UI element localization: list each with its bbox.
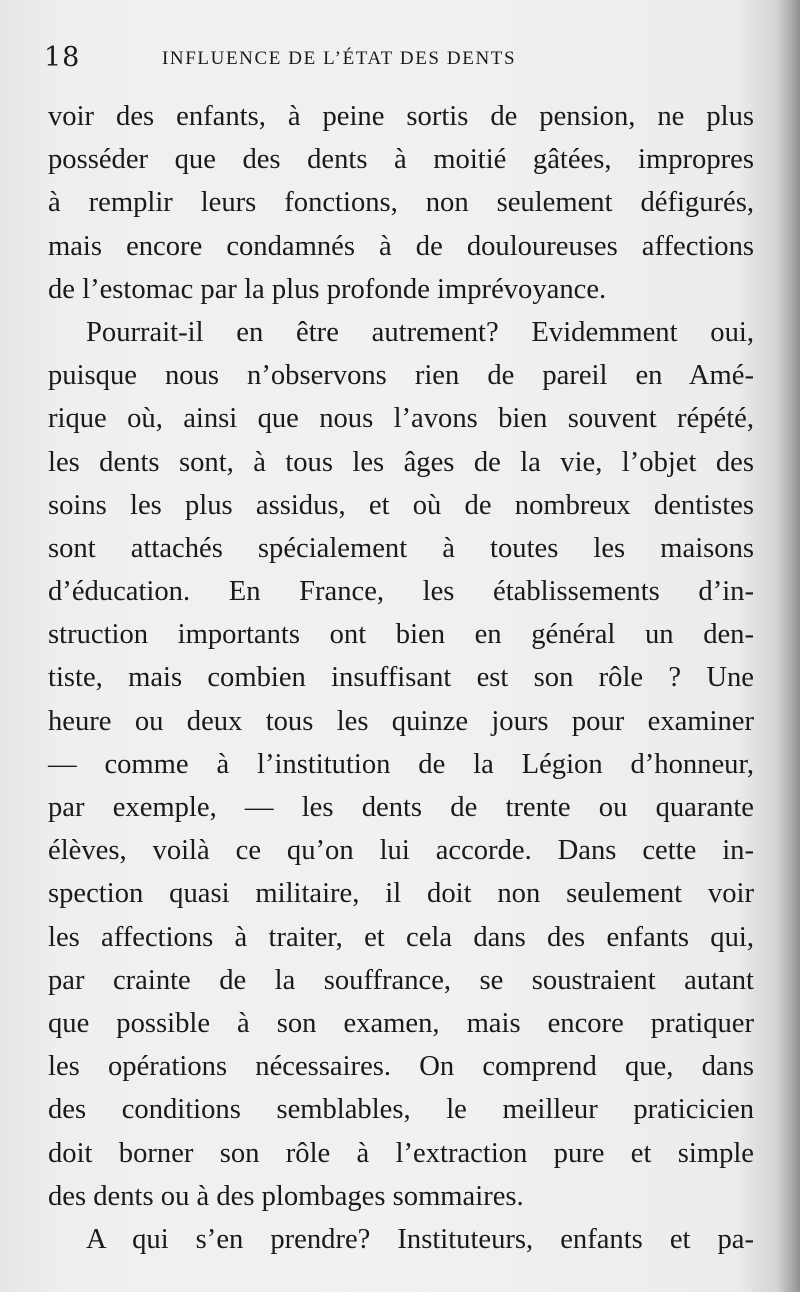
text-line: doit borner son rôle à l’extraction pure et simple (48, 1137, 754, 1169)
text-line: des dents ou à des plombages sommaires. (48, 1180, 524, 1212)
text-line: par exemple, — les dents de trente ou quarante (48, 792, 754, 823)
paragraph (48, 95, 754, 311)
page-number: 18 (44, 42, 81, 73)
text-line: des conditions semblables, le meilleur praticicien (48, 1094, 754, 1126)
text-line: rique où, ainsi que nous l’avons bien souvent répété, (48, 403, 754, 435)
text-line: d’éducation. En France, les établissements d’in- (48, 576, 754, 608)
running-head: INFLUENCE DE L’ÉTAT DES DENTS (162, 48, 517, 69)
text-line: les opérations nécessaires. On comprend que, dans (48, 1051, 754, 1083)
text-line: tiste, mais combien insuffisant est son rôle ? Une (48, 662, 754, 694)
paragraph (48, 1218, 754, 1261)
text-line: à remplir leurs fonctions, non seulement défigurés, (48, 187, 754, 219)
text-line: mais encore condamnés à de douloureuses affections (48, 230, 754, 262)
text-line: voir des enfants, à peine sortis de pension, ne plus (48, 101, 754, 132)
text-line: par crainte de la souffrance, se soustraient autant (48, 964, 754, 996)
text-line: — comme à l’institution de la Légion d’honneur, (48, 748, 754, 780)
paragraph (48, 311, 754, 1218)
body-text (48, 95, 754, 1261)
spine-shadow (778, 0, 800, 1292)
text-line: élèves, voilà ce qu’on lui accorde. Dans cette in- (48, 835, 754, 867)
text-line: les dents sont, à tous les âges de la vie, l’objet des (48, 446, 754, 478)
text-line: puisque nous n’observons rien de pareil en Amé- (48, 360, 754, 392)
text-line: les affections à traiter, et cela dans des enfants qui, (48, 921, 754, 953)
text-line: struction importants ont bien en général un den- (48, 619, 754, 651)
text-line: posséder que des dents à moitié gâtées, impropres (48, 144, 754, 176)
text-line: soins les plus assidus, et où de nombreux dentistes (48, 489, 754, 521)
text-line: spection quasi militaire, il doit non seulement voir (48, 878, 754, 910)
text-line: sont attachés spécialement à toutes les maisons (48, 532, 754, 564)
text-line: de l’estomac par la plus profonde imprévoyance. (48, 273, 607, 305)
page-header (44, 42, 744, 82)
text-line: que possible à son examen, mais encore pratiquer (48, 1007, 754, 1039)
text-line: Pourrait-il en être autrement? Evidemment oui, (86, 316, 754, 348)
text-line: heure ou deux tous les quinze jours pour examiner (48, 705, 754, 737)
text-line: A qui s’en prendre? Instituteurs, enfants et pa- (86, 1223, 754, 1255)
